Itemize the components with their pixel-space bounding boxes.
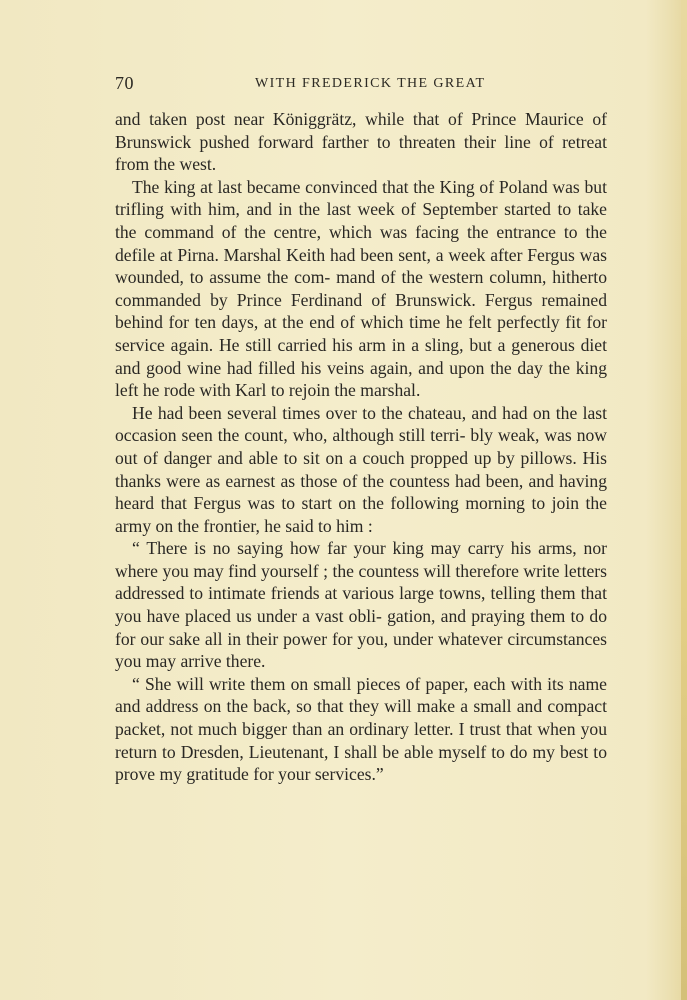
page-header bbox=[115, 73, 607, 95]
paragraph-3: He had been several times over to the chateau, and had on the last occasion seen the count, who, although still terri- bly weak, was now out of danger and able to sit on a couch propped up by pillows. His thanks were as earnest as those of the countess had been, and having heard that Fergus was to start on the following morning to join the army on the frontier, he said to him : bbox=[115, 402, 607, 536]
paragraph-4: “ There is no saying how far your king may carry his arms, nor where you may find yourself ; the countess will therefore write letters addressed to intimate friends at various large towns, telling them that you have placed us under a vast obli- gation, and praying them to do for our sake all in their power for you, under whatever circumstances you may arrive there. bbox=[115, 538, 607, 672]
paragraph-2: The king at last became convinced that the King of Poland was but trifling with him, and in the last week of September started to take the command of the centre, which was facing the entrance to the defile at Pirna. Marshal Keith had been sent, a week after Fergus was wounded, to assume the com- mand of the western column, hitherto commanded by Prince Ferdinand of Brunswick. Fergus remained behind for ten days, at the end of which time he felt perfectly fit for service again. He still carried his arm in a sling, but a generous diet and good wine had filled his veins again, and upon the day the king left he rode with Karl to rejoin the marshal. bbox=[115, 176, 607, 401]
running-head: WITH FREDERICK THE GREAT bbox=[255, 76, 486, 91]
paragraph-5: “ She will write them on small pieces of paper, each with its name and address on the back, so that they will make a small and compact packet, not much bigger than an ordinary letter. I trust that when you return to Dresden, Lieutenant, I shall be able myself to do my best to prove my gratitude for your services.” bbox=[115, 673, 607, 785]
page-edge bbox=[681, 0, 687, 1000]
body-text bbox=[115, 108, 607, 786]
paragraph-1: and taken post near Königgrätz, while that of Prince Maurice of Brunswick pushed forward farther to threaten their line of retreat from the west. bbox=[115, 109, 607, 175]
page-number: 70 bbox=[115, 73, 134, 93]
